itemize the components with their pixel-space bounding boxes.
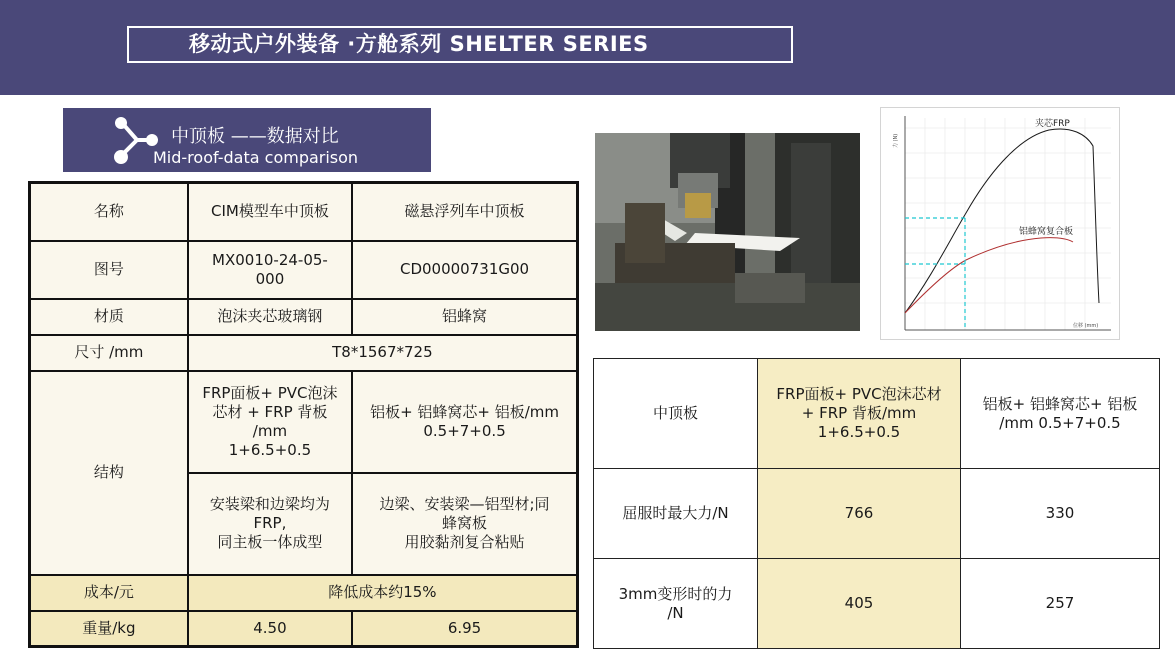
compare-al-value: 257 xyxy=(961,559,1160,649)
row-label: 成本/元 xyxy=(30,575,188,611)
table-row xyxy=(30,183,578,241)
compare-table xyxy=(593,358,1160,649)
row-label: 结构 xyxy=(30,371,188,575)
maglev-structure: 铝板+ 铝蜂窝芯+ 铝板/mm 0.5+7+0.5 xyxy=(352,371,577,473)
section-label xyxy=(63,108,431,172)
table-row xyxy=(30,241,578,299)
table-row xyxy=(30,335,578,371)
row-label: 名称 xyxy=(30,183,188,241)
row-label: 材质 xyxy=(30,299,188,335)
force-displacement-graph xyxy=(880,107,1120,340)
maglev-weight: 6.95 xyxy=(352,611,577,647)
header-banner xyxy=(0,0,1175,95)
table-row xyxy=(594,359,1160,469)
row-label: 图号 xyxy=(30,241,188,299)
row-label: 重量/kg xyxy=(30,611,188,647)
cim-name: CIM模型车中顶板 xyxy=(188,183,352,241)
row-label: 尺寸 /mm xyxy=(30,335,188,371)
compare-al-value: 330 xyxy=(961,469,1160,559)
compare-header-label: 中顶板 xyxy=(594,359,758,469)
table-row xyxy=(30,611,578,647)
section-title-en: Mid-roof-data comparison xyxy=(153,148,359,167)
y-axis-label: 力 (N) xyxy=(893,133,899,148)
compare-header-al: 铝板+ 铝蜂窝芯+ 铝板 /mm 0.5+7+0.5 xyxy=(961,359,1160,469)
x-axis-label: 位移 (mm) xyxy=(1073,323,1099,329)
maglev-forming: 边梁、安装梁—铝型材;同 蜂窝板 用胶黏剂复合粘贴 xyxy=(352,473,577,575)
section-title-cn: 中顶板 ——数据对比 xyxy=(171,126,339,147)
cim-structure: FRP面板+ PVC泡沫 芯材 + FRP 背板 /mm 1+6.5+0.5 xyxy=(188,371,352,473)
page-title: 移动式户外装备 ·方舱系列 SHELTER SERIES xyxy=(127,26,793,63)
test-machine-photo xyxy=(595,133,860,331)
table-row xyxy=(30,371,578,473)
compare-frp-value: 405 xyxy=(758,559,961,649)
curve-frp-label: 夹芯FRP xyxy=(1035,119,1070,129)
cim-material: 泡沫夹芯玻璃钢 xyxy=(188,299,352,335)
dimension-value: T8*1567*725 xyxy=(188,335,578,371)
cost-value: 降低成本约15% xyxy=(188,575,578,611)
compare-header-frp: FRP面板+ PVC泡沫芯材 + FRP 背板/mm 1+6.5+0.5 xyxy=(758,359,961,469)
table-row xyxy=(594,469,1160,559)
table-row xyxy=(30,575,578,611)
maglev-drawing-no: CD00000731G00 xyxy=(352,241,577,299)
compare-row-label: 3mm变形时的力 /N xyxy=(594,559,758,649)
maglev-material: 铝蜂窝 xyxy=(352,299,577,335)
table-row xyxy=(30,299,578,335)
cim-weight: 4.50 xyxy=(188,611,352,647)
compare-frp-value: 766 xyxy=(758,469,961,559)
cim-forming: 安装梁和边梁均为 FRP, 同主板一体成型 xyxy=(188,473,352,575)
compare-row-label: 屈服时最大力/N xyxy=(594,469,758,559)
cim-drawing-no: MX0010-24-05- 000 xyxy=(188,241,352,299)
table-row xyxy=(594,559,1160,649)
spec-table xyxy=(28,181,579,648)
maglev-name: 磁悬浮列车中顶板 xyxy=(352,183,577,241)
curve-al-label: 铝蜂窝复合板 xyxy=(1019,227,1074,237)
